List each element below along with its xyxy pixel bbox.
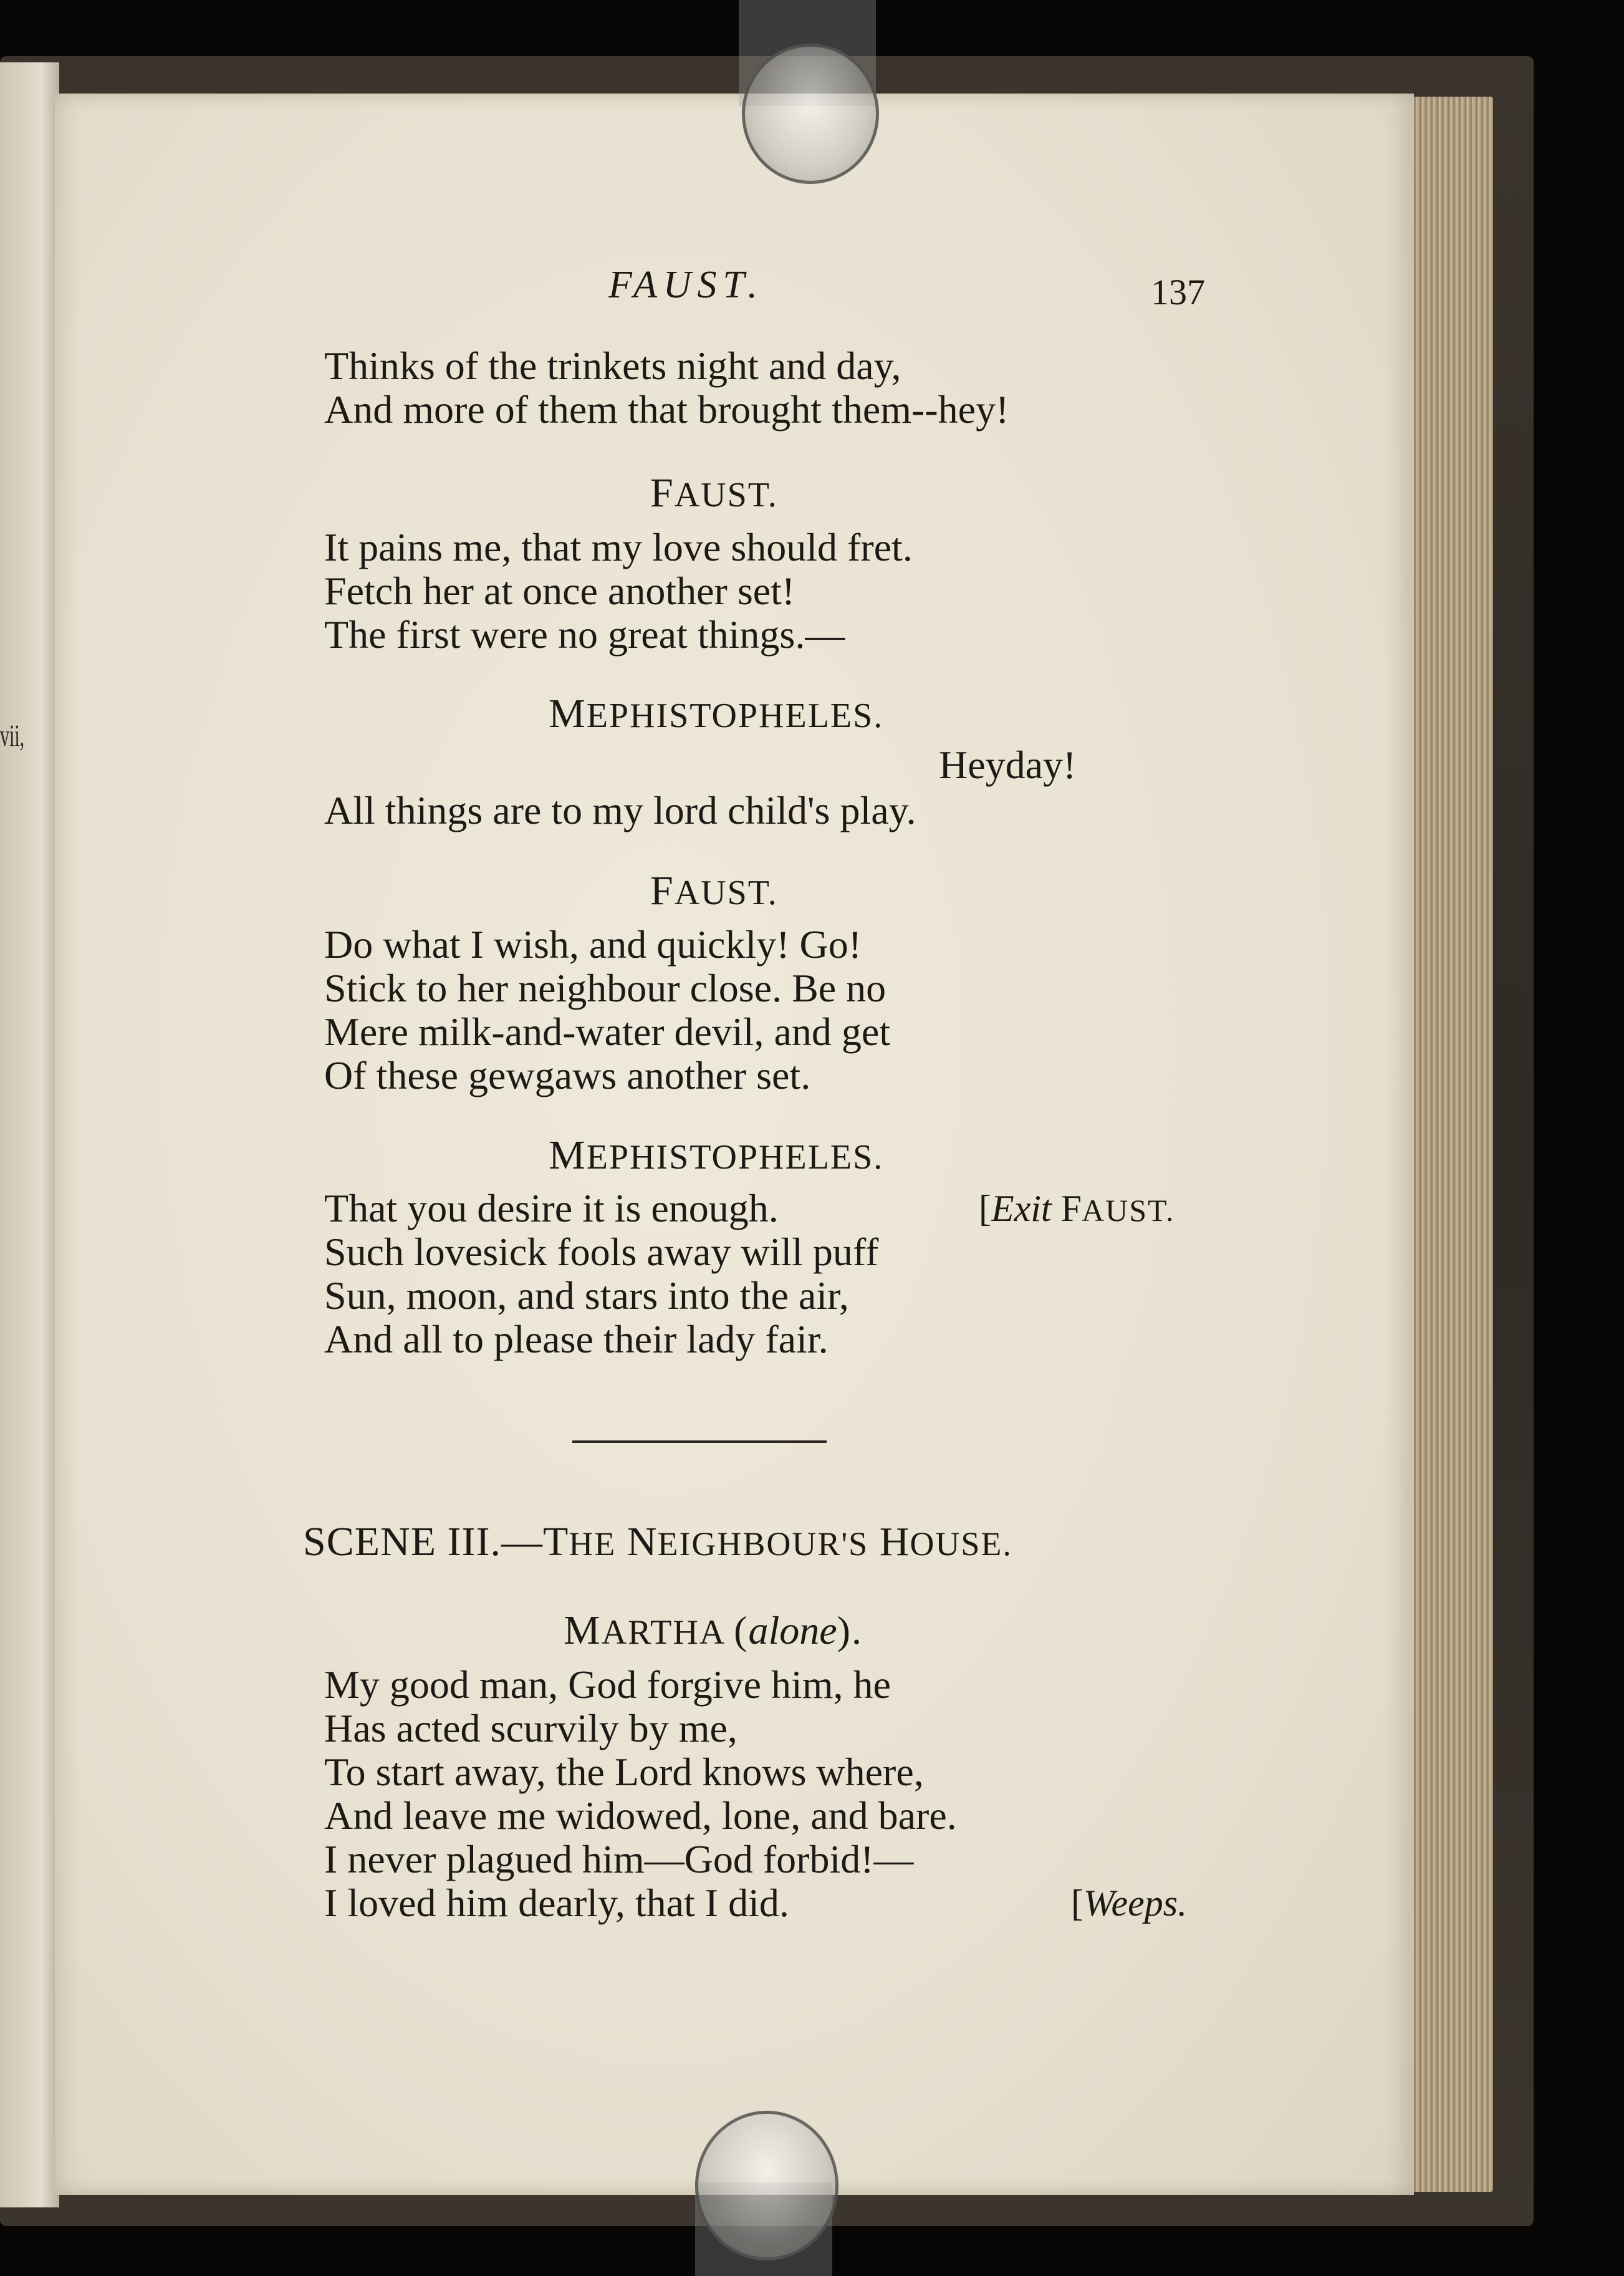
verse-line: Mere milk-and-water devil, and get — [324, 1010, 891, 1054]
verse-line: Thinks of the trinkets night and day, — [324, 344, 901, 388]
verse-line: Sun, moon, and stars into the air, — [324, 1273, 849, 1318]
verse-line: Of these gewgaws another set. — [324, 1053, 811, 1097]
verse-line: Heyday! — [939, 743, 1077, 787]
running-header-title: FAUST. — [608, 264, 764, 306]
speaker-mephistopheles: MEPHISTOPHELES. — [549, 691, 884, 736]
stage-direction-exit: [Exit FAUST. — [979, 1188, 1175, 1229]
verse-line: The first were no great things.— — [324, 612, 845, 657]
verse-line: I loved him dearly, that I did. — [324, 1881, 789, 1925]
page-clip — [742, 44, 879, 184]
verse-line: Has acted scurvily by me, — [324, 1706, 738, 1750]
verse-line: And all to please their lady fair. — [324, 1317, 829, 1361]
verse-line: All things are to my lord child's play. — [324, 788, 916, 832]
speaker-martha: MARTHA (alone). — [564, 1608, 863, 1653]
left-page — [0, 62, 59, 2207]
verse-line: I never plagued him—God forbid!— — [324, 1837, 914, 1881]
verse-line: Stick to her neighbour close. Be no — [324, 966, 886, 1010]
stage-direction-weeps: [Weeps. — [1071, 1883, 1188, 1924]
page-clip — [695, 2111, 838, 2260]
verse-line: It pains me, that my love should fret. — [324, 525, 913, 569]
left-page-fragment: vii, — [0, 718, 25, 753]
page-edges — [1406, 97, 1493, 2192]
verse-line: Such lovesick fools away will puff — [324, 1230, 879, 1274]
verse-line: Do what I wish, and quickly! Go! — [324, 922, 862, 967]
speaker-faust: FAUST. — [650, 868, 778, 914]
verse-line: My good man, God forgive him, he — [324, 1662, 891, 1707]
scene-heading: SCENE III.—THE NEIGHBOUR'S HOUSE. — [303, 1519, 1012, 1565]
verse-line: And leave me widowed, lone, and bare. — [324, 1793, 957, 1838]
section-divider — [572, 1440, 827, 1443]
page-number: 137 — [1151, 272, 1205, 312]
speaker-mephistopheles: MEPHISTOPHELES. — [549, 1132, 884, 1178]
verse-line: Fetch her at once another set! — [324, 569, 795, 613]
speaker-faust: FAUST. — [650, 470, 778, 516]
verse-line: That you desire it is enough. — [324, 1186, 779, 1230]
verse-line: To start away, the Lord knows where, — [324, 1750, 924, 1794]
verse-line: And more of them that brought them--hey! — [324, 387, 1009, 432]
